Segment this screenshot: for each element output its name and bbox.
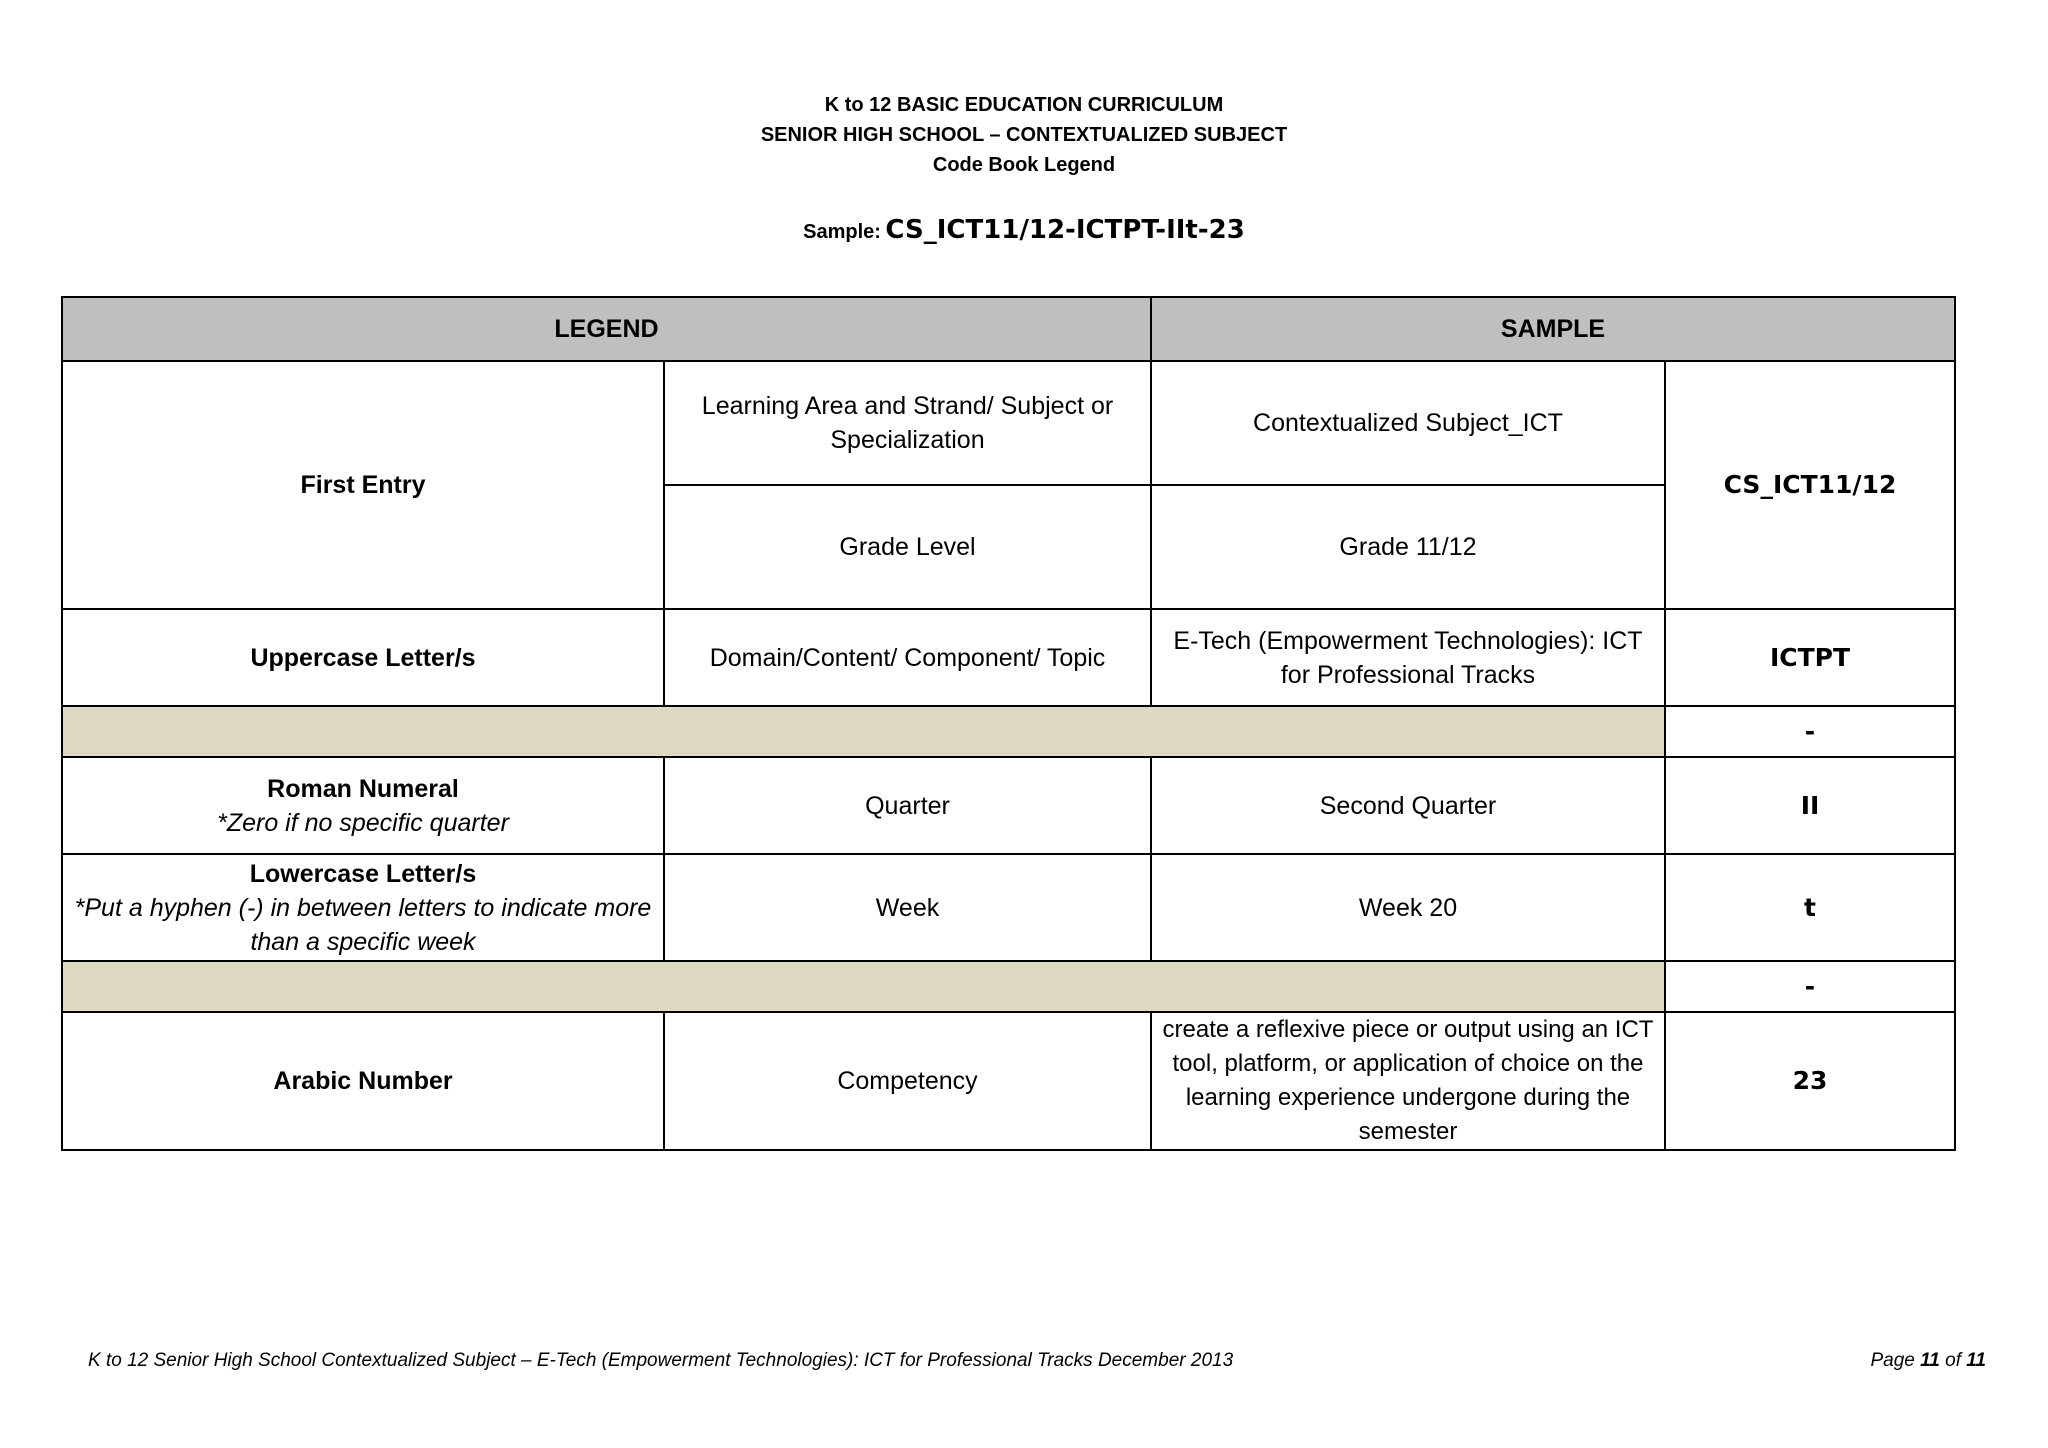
first-entry-label: First Entry <box>62 361 664 609</box>
separator-row <box>62 961 1955 1012</box>
roman-note: *Zero if no specific quarter <box>217 808 509 837</box>
legend-column-header: LEGEND <box>62 297 1151 361</box>
uppercase-code: ICTPT <box>1665 609 1955 706</box>
table-row <box>62 1012 1955 1150</box>
lowercase-label: Lowercase Letter/s <box>249 859 477 888</box>
document-header <box>0 90 2048 180</box>
page-current: 11 <box>1920 1350 1940 1371</box>
lowercase-code: t <box>1665 854 1955 961</box>
uppercase-sample: E-Tech (Empowerment Technologies): ICT for Professional Tracks <box>1151 609 1665 706</box>
table-row <box>62 609 1955 706</box>
sample-code: CS_ICT11/12-ICTPT-IIt-23 <box>885 215 1245 245</box>
first-entry-desc-1: Learning Area and Strand/ Subject or Specialization <box>664 361 1151 485</box>
roman-label: Roman Numeral <box>267 774 459 803</box>
lowercase-note: *Put a hyphen (-) in between letters to indicate more than a specific week <box>74 893 652 956</box>
arabic-desc: Competency <box>664 1012 1151 1150</box>
uppercase-label: Uppercase Letter/s <box>62 609 664 706</box>
header-subtitle: SENIOR HIGH SCHOOL – CONTEXTUALIZED SUBJECT <box>760 124 1288 146</box>
separator-code: - <box>1665 706 1955 757</box>
footer-text: K to 12 Senior High School Contextualized Subject – E-Tech (Empowerment Technologies): ICT for Professional Tracks December 2013 <box>88 1350 1234 1371</box>
separator-shade <box>62 706 1665 757</box>
sample-label: Sample: <box>803 221 881 243</box>
roman-sample: Second Quarter <box>1151 757 1665 854</box>
page-prefix: Page <box>1870 1350 1915 1371</box>
sample-column-header: SAMPLE <box>1151 297 1955 361</box>
separator-code: - <box>1665 961 1955 1012</box>
roman-desc: Quarter <box>664 757 1151 854</box>
separator-shade <box>62 961 1665 1012</box>
page-number <box>1870 1350 1986 1372</box>
separator-row <box>62 706 1955 757</box>
arabic-code: 23 <box>1665 1012 1955 1150</box>
first-entry-sample-2: Grade 11/12 <box>1151 485 1665 609</box>
page-total: 11 <box>1966 1350 1986 1371</box>
first-entry-code: CS_ICT11/12 <box>1665 361 1955 609</box>
roman-code: II <box>1665 757 1955 854</box>
table-header-row <box>62 297 1955 361</box>
header-title: K to 12 BASIC EDUCATION CURRICULUM <box>824 94 1224 116</box>
roman-label-cell <box>62 757 664 854</box>
header-doc-name: Code Book Legend <box>932 154 1116 176</box>
table-row <box>62 361 1955 485</box>
lowercase-label-cell <box>62 854 664 961</box>
table-row <box>62 854 1955 961</box>
first-entry-sample-1: Contextualized Subject_ICT <box>1151 361 1665 485</box>
arabic-sample: create a reflexive piece or output using an ICT tool, platform, or application of choice on the learning experience undergone during the semester <box>1151 1012 1665 1150</box>
sample-code-line <box>0 215 2048 245</box>
code-book-legend-table <box>61 296 1956 1151</box>
page-of: of <box>1945 1350 1961 1371</box>
uppercase-desc: Domain/Content/ Component/ Topic <box>664 609 1151 706</box>
arabic-label: Arabic Number <box>62 1012 664 1150</box>
lowercase-sample: Week 20 <box>1151 854 1665 961</box>
first-entry-desc-2: Grade Level <box>664 485 1151 609</box>
lowercase-desc: Week <box>664 854 1151 961</box>
table-row <box>62 757 1955 854</box>
